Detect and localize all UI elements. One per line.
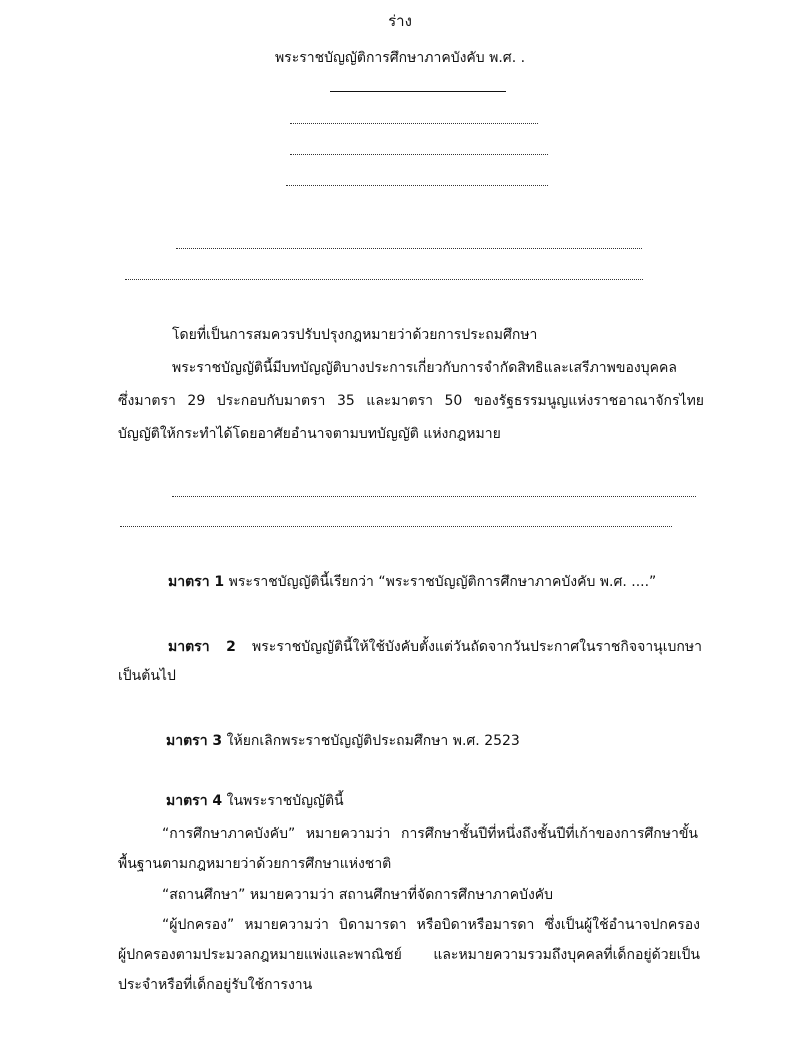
definition-school: “สถานศึกษา” หมายความว่า สถานศึกษาที่จัดการศึกษาภาคบังคับ: [162, 887, 554, 903]
section-text: ในพระราชบัญญัตินี้: [226, 793, 344, 809]
preamble-line: พระราชบัญญัตินี้มีบทบัญญัติบางประการเกี่ยวกับการจำกัดสิทธิและเสรีภาพของบุคคล: [172, 360, 677, 376]
section-label: มาตรา 2: [168, 639, 236, 655]
dotted-line: [290, 154, 548, 155]
document-title: พระราชบัญญัติการศึกษาภาคบังคับ พ.ศ. .: [274, 50, 526, 66]
section-label: มาตรา 4: [166, 793, 223, 809]
preamble-line: โดยที่เป็นการสมควรปรับปรุงกฎหมายว่าด้วยการประถมศึกษา: [172, 327, 538, 343]
preamble-line: ซึ่งมาตรา 29 ประกอบกับมาตรา 35 และมาตรา 50 ของรัฐธรรมนูญแห่งราชอาณาจักรไทย: [118, 393, 704, 409]
section-label: มาตรา 3: [166, 733, 223, 749]
draft-label: ร่าง: [388, 12, 412, 30]
preamble-line: บัญญัติให้กระทำได้โดยอาศัยอำนาจตามบทบัญญัติ แห่งกฎหมาย: [118, 426, 501, 442]
definition-compulsory-education-cont: พื้นฐานตามกฎหมายว่าด้วยการศึกษาแห่งชาติ: [118, 856, 392, 872]
section-text: ให้ยกเลิกพระราชบัญญัติประถมศึกษา พ.ศ. 2523: [226, 733, 520, 749]
section-2: [168, 638, 702, 656]
dotted-line: [176, 248, 642, 249]
definition-guardian-cont: ประจำหรือที่เด็กอยู่รับใช้การงาน: [118, 977, 313, 993]
definition-guardian: “ผู้ปกครอง” หมายความว่า บิดามารดา หรือบิดาหรือมารดา ซึ่งเป็นผู้ใช้อำนาจปกครอง: [162, 917, 700, 933]
section-2-continuation: เป็นต้นไป: [118, 668, 176, 684]
dotted-line: [286, 185, 548, 186]
section-text: พระราชบัญญัตินี้ให้ใช้บังคับตั้งแต่วันถัดจากวันประกาศในราชกิจจานุเบกษา: [252, 639, 702, 655]
definition-compulsory-education: “การศึกษาภาคบังคับ” หมายความว่า การศึกษาชั้นปีที่หนึ่งถึงชั้นปีที่เก้าของการศึกษาขั้น: [162, 826, 698, 842]
dotted-line: [120, 526, 672, 527]
section-text: พระราชบัญญัตินี้เรียกว่า “พระราชบัญญัติการศึกษาภาคบังคับ พ.ศ. ....”: [228, 574, 657, 590]
definition-guardian-cont: ผู้ปกครองตามประมวลกฎหมายแพ่งและพาณิชย์ และหมายความรวมถึงบุคคลที่เด็กอยู่ด้วยเป็น: [118, 947, 700, 963]
section-label: มาตรา 1: [168, 574, 225, 590]
section-4: [166, 792, 344, 810]
dotted-line: [125, 279, 643, 280]
section-3: [166, 732, 520, 750]
dotted-line: [172, 496, 696, 497]
section-1: [168, 573, 656, 591]
title-underline: [330, 91, 506, 92]
dotted-line: [290, 123, 538, 124]
